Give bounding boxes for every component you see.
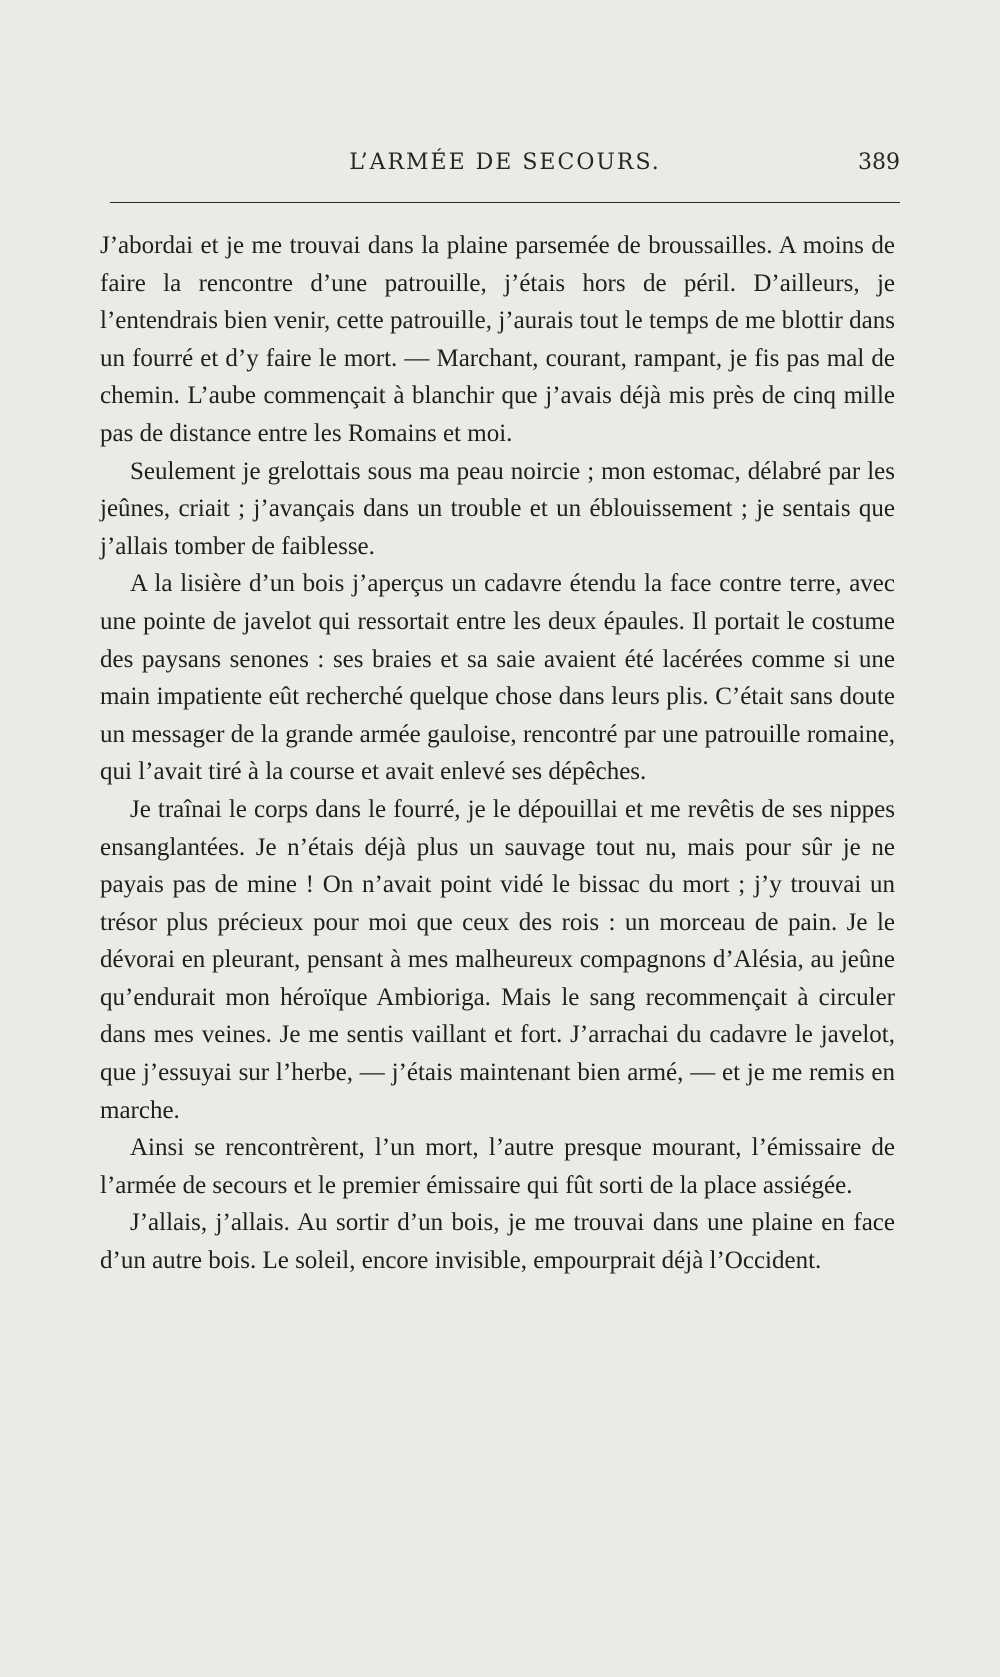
paragraph: J’abordai et je me trouvai dans la plaine parsemée de broussailles. A moins de faire la rencontre d’une patrouille, j’étais hors de péril. D’ailleurs, je l’entendrais bien venir, cette patrouille, j’aurais tout le temps de me blottir dans un fourré et d’y faire le mort. — Marchant, courant, rampant, je fis pas mal de chemin. L’aube commençait à blanchir que j’avais déjà mis près de cinq mille pas de distance entre les Romains et moi. xyxy=(100,232,895,447)
page-number: 389 xyxy=(858,150,900,175)
paragraph: J’allais, j’allais. Au sortir d’un bois, je me trouvai dans une plaine en face d’un autre bois. Le soleil, encore invisible, empourprait déjà l’Occident. xyxy=(100,1209,895,1275)
header-rule xyxy=(110,202,900,203)
chapter-title: L’ARMÉE DE SECOURS. xyxy=(349,150,661,175)
running-head xyxy=(110,150,900,190)
paragraph: Ainsi se rencontrèrent, l’un mort, l’autre presque mourant, l’émissaire de l’armée de secours et le premier émissaire qui fût sorti de la place assiégée. xyxy=(100,1134,895,1199)
body-text xyxy=(100,227,895,1280)
paragraph: Je traînai le corps dans le fourré, je le dépouillai et me revêtis de ses nippes ensanglantées. Je n’étais déjà plus un sauvage tout nu, mais pour sûr je ne payais pas de mine ! On n’avait point vidé le bissac du mort ; j’y trouvai un trésor plus précieux pour moi que ceux des rois : un morceau de pain. Je le dévorai en pleurant, pensant à mes malheureux compagnons d’Alésia, au jeûne qu’endurait mon héroïque Ambioriga. Mais le sang recommençait à circuler dans mes veines. Je me sentis vaillant et fort. J’arrachai du cadavre le javelot, que j’essuyai sur l’herbe, — j’étais maintenant bien armé, — et je me remis en marche. xyxy=(100,795,895,1124)
paragraph: Seulement je grelottais sous ma peau noircie ; mon estomac, délabré par les jeûnes, criait ; j’avançais dans un trouble et un éblouissement ; je sentais que j’allais tomber de faiblesse. xyxy=(100,457,895,560)
paragraph: A la lisière d’un bois j’aperçus un cadavre étendu la face contre terre, avec une pointe de javelot qui ressortait entre les deux épaules. Il portait le costume des paysans senones : ses braies et sa saie avaient été lacérées comme si une main impatiente eût recherché quelque chose dans leurs plis. C’était sans doute un messager de la grande armée gauloise, rencontré par une patrouille romaine, qui l’avait tiré à la course et avait enlevé ses dépêches. xyxy=(100,570,895,786)
